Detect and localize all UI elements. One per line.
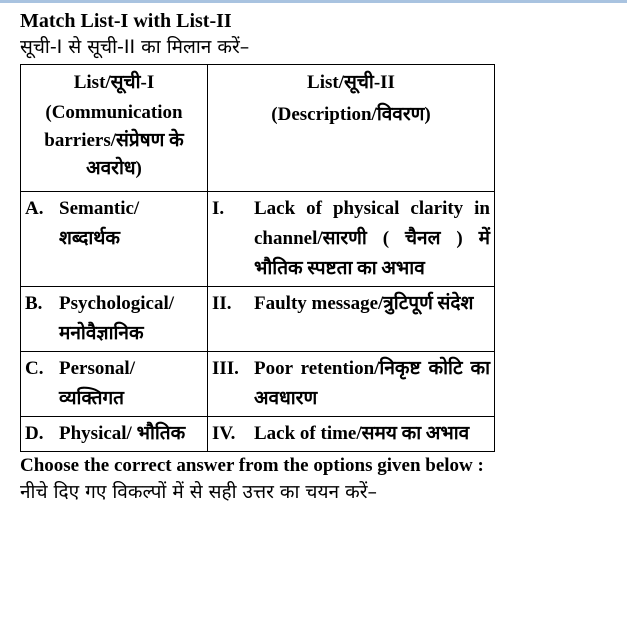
match-table (20, 64, 495, 452)
list2-key: III. (212, 358, 239, 379)
list2-value: Lack of physical clarity in channel/सारणी ( चैनल ) में भौतिक स्पष्टता का अभाव (254, 198, 490, 279)
list1-key: D. (25, 423, 44, 444)
list1-item-a (21, 192, 208, 287)
list1-value: Semantic/ शब्दार्थक (59, 198, 140, 249)
top-divider (0, 0, 627, 3)
list2-item-iv (208, 417, 495, 452)
table-row (21, 287, 495, 352)
list2-item-ii (208, 287, 495, 352)
list2-header-subtitle: (Description/विवरण) (271, 104, 431, 125)
list1-item-b (21, 287, 208, 352)
list2-value: Faulty message/त्रुटिपूर्ण संदेश (254, 293, 474, 314)
list1-header-title: List/सूची-I (73, 72, 155, 93)
list1-header-subtitle: (Communication barriers/संप्रेषण के अवरोध) (44, 102, 184, 179)
list1-header (21, 65, 208, 192)
table-header-row (21, 65, 495, 192)
list1-item-d (21, 417, 208, 452)
list1-value: Personal/ व्यक्तिगत (59, 358, 135, 409)
list2-value: Poor retention/निकृष्ट कोटि का अवधारण (254, 358, 490, 409)
list2-key: I. (212, 198, 225, 219)
question-title-hi: सूची-I से सूची-II का मिलान करें– (20, 36, 250, 58)
list1-key: B. (25, 293, 43, 314)
list1-item-c (21, 352, 208, 417)
list1-value: Psychological/ मनोवैज्ञानिक (59, 293, 175, 344)
instruction-en: Choose the correct answer from the options given below : (20, 455, 484, 476)
list2-header-title: List/सूची-II (307, 72, 395, 93)
instruction-hi: नीचे दिए गए विकल्पों में से सही उत्तर का चयन करें– (20, 481, 377, 503)
list1-key: A. (25, 198, 44, 219)
table-row (21, 192, 495, 287)
list2-item-iii (208, 352, 495, 417)
table-row (21, 417, 495, 452)
question-block (20, 8, 500, 506)
list1-value: Physical/ भौतिक (59, 423, 186, 444)
list1-key: C. (25, 358, 44, 379)
list2-header (208, 65, 495, 192)
list2-value: Lack of time/समय का अभाव (254, 423, 470, 444)
question-title-en: Match List-I with List-II (20, 10, 232, 32)
list2-item-i (208, 192, 495, 287)
table-row (21, 352, 495, 417)
list2-key: IV. (212, 423, 236, 444)
list2-key: II. (212, 293, 232, 314)
